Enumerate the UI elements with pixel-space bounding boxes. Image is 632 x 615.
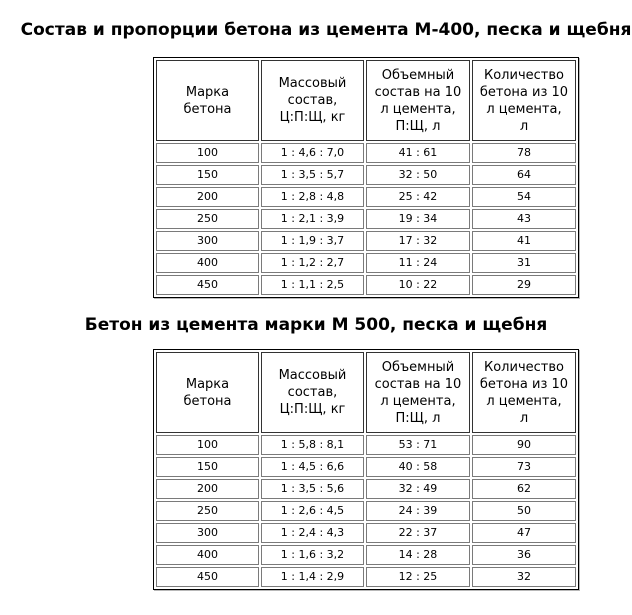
cell-volume-ratio: 12 : 25 [366,567,470,587]
cell-yield: 62 [472,479,576,499]
header-line: Ц:П:Щ, кг [279,402,346,417]
header-line: л цемента, [380,393,456,409]
table1-title: Состав и пропорции бетона из цемента М-400, песка и щебня [20,20,632,40]
header-line: П:Щ, л [395,410,441,426]
header-line: Массовый [278,368,347,383]
header-volume-composition [366,352,470,433]
cell-volume-ratio: 17 : 32 [366,231,470,251]
table-row [156,165,576,185]
header-line: л цемента, [486,393,562,409]
header-mass-composition [261,352,364,433]
header-line: Марка [185,376,230,392]
table-row [156,231,576,251]
header-mass-composition [261,60,364,141]
table-header-row [156,60,576,141]
cell-yield: 32 [472,567,576,587]
table-row [156,253,576,273]
cell-volume-ratio: 10 : 22 [366,275,470,295]
cell-yield: 29 [472,275,576,295]
cell-mass-ratio: 1 : 3,5 : 5,7 [261,165,364,185]
header-line: Марка [185,84,230,100]
cell-grade: 200 [156,479,259,499]
cell-yield: 64 [472,165,576,185]
header-line: бетона [183,101,232,117]
cell-mass-ratio: 1 : 4,6 : 7,0 [261,143,364,163]
cell-grade: 450 [156,275,259,295]
cell-grade: 300 [156,231,259,251]
cell-yield: 43 [472,209,576,229]
header-line: бетона из 10 [479,376,569,392]
cell-volume-ratio: 32 : 50 [366,165,470,185]
cell-grade: 200 [156,187,259,207]
header-line: Количество [484,359,564,375]
cell-mass-ratio: 1 : 4,5 : 6,6 [261,457,364,477]
header-concrete-yield [472,352,576,433]
table-row [156,567,576,587]
header-volume-composition [366,60,470,141]
table2-container [153,349,579,590]
cell-volume-ratio: 22 : 37 [366,523,470,543]
header-grade [156,352,259,433]
header-grade [156,60,259,141]
cell-volume-ratio: 32 : 49 [366,479,470,499]
cell-volume-ratio: 24 : 39 [366,501,470,521]
table2-title: Бетон из цемента марки М 500, песка и щебня [84,315,548,335]
cell-mass-ratio: 1 : 1,4 : 2,9 [261,567,364,587]
cell-volume-ratio: 40 : 58 [366,457,470,477]
header-line: бетона [183,393,232,409]
cell-grade: 400 [156,545,259,565]
cell-grade: 150 [156,165,259,185]
header-line: Объемный [381,359,455,375]
cell-mass-ratio: 1 : 5,8 : 8,1 [261,435,364,455]
header-line: П:Щ, л [395,118,441,134]
header-line: л цемента, [380,101,456,117]
header-line: Объемный [381,67,455,83]
header-line: Ц:П:Щ, кг [279,110,346,125]
table-row [156,479,576,499]
cell-grade: 450 [156,567,259,587]
table-row [156,545,576,565]
cell-yield: 73 [472,457,576,477]
table-row [156,457,576,477]
header-line: Количество [484,67,564,83]
cell-volume-ratio: 41 : 61 [366,143,470,163]
table-row [156,143,576,163]
table-row [156,187,576,207]
cell-volume-ratio: 19 : 34 [366,209,470,229]
header-line: состав, [287,93,338,108]
cell-yield: 36 [472,545,576,565]
header-concrete-yield [472,60,576,141]
cell-grade: 150 [156,457,259,477]
cell-yield: 31 [472,253,576,273]
cell-yield: 41 [472,231,576,251]
cell-grade: 400 [156,253,259,273]
concrete-m500-table [154,350,578,589]
header-line: л цемента, [486,101,562,117]
header-line: состав на 10 [374,376,462,392]
cell-yield: 47 [472,523,576,543]
cell-volume-ratio: 53 : 71 [366,435,470,455]
cell-volume-ratio: 14 : 28 [366,545,470,565]
cell-grade: 100 [156,435,259,455]
cell-mass-ratio: 1 : 2,6 : 4,5 [261,501,364,521]
cell-grade: 300 [156,523,259,543]
cell-yield: 50 [472,501,576,521]
table-header-row [156,352,576,433]
cell-yield: 78 [472,143,576,163]
header-line: бетона из 10 [479,84,569,100]
cell-mass-ratio: 1 : 2,1 : 3,9 [261,209,364,229]
table-row [156,523,576,543]
cell-volume-ratio: 11 : 24 [366,253,470,273]
cell-grade: 250 [156,501,259,521]
concrete-m400-table [154,58,578,297]
cell-grade: 100 [156,143,259,163]
cell-mass-ratio: 1 : 3,5 : 5,6 [261,479,364,499]
table-row [156,275,576,295]
cell-yield: 90 [472,435,576,455]
cell-mass-ratio: 1 : 2,4 : 4,3 [261,523,364,543]
table-row [156,501,576,521]
cell-mass-ratio: 1 : 1,9 : 3,7 [261,231,364,251]
cell-mass-ratio: 1 : 1,6 : 3,2 [261,545,364,565]
header-line: состав на 10 [374,84,462,100]
header-line: Массовый [278,76,347,91]
header-line: л [519,118,529,134]
cell-mass-ratio: 1 : 1,2 : 2,7 [261,253,364,273]
cell-mass-ratio: 1 : 1,1 : 2,5 [261,275,364,295]
cell-yield: 54 [472,187,576,207]
table-row [156,435,576,455]
table1-container [153,57,579,298]
header-line: состав, [287,385,338,400]
table-row [156,209,576,229]
cell-grade: 250 [156,209,259,229]
cell-volume-ratio: 25 : 42 [366,187,470,207]
header-line: л [519,410,529,426]
cell-mass-ratio: 1 : 2,8 : 4,8 [261,187,364,207]
